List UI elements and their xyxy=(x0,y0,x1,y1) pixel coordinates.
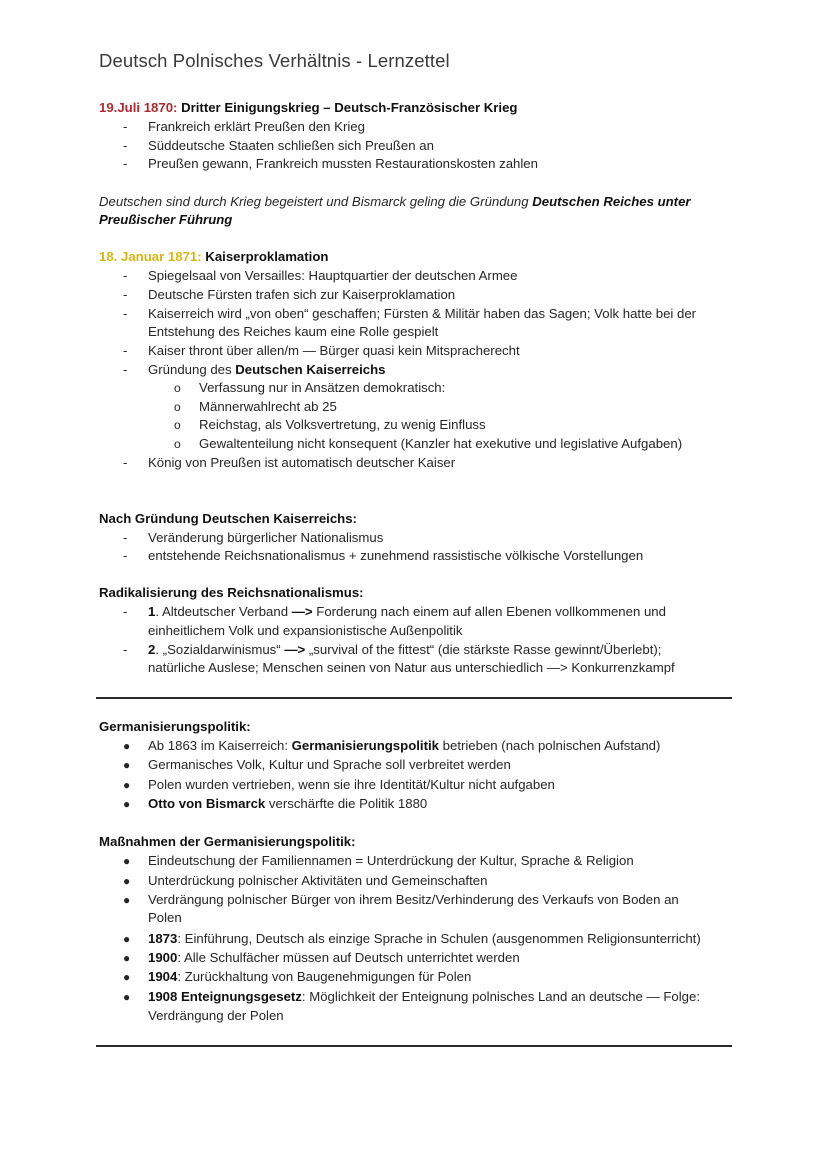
dash-icon: - xyxy=(123,138,128,153)
bullet-icon: ● xyxy=(123,970,131,984)
circle-bullet-icon: o xyxy=(174,400,181,414)
section-heading-1871 xyxy=(99,248,328,266)
section-heading-1870 xyxy=(99,99,517,117)
arrow-icon: —> xyxy=(291,604,313,619)
bullet-icon: ● xyxy=(123,990,131,1004)
bullet-icon: ● xyxy=(123,778,131,792)
document-title: Deutsch Polnisches Verhältnis - Lernzettel xyxy=(99,50,450,71)
arrow-icon: —> xyxy=(284,642,306,657)
date-label: 19.Juli 1870: xyxy=(99,100,178,115)
dash-icon: - xyxy=(123,119,128,134)
heading-text: Kaiserproklamation xyxy=(201,249,329,264)
circle-bullet-icon: o xyxy=(174,418,181,432)
section-heading-massnahmen: Maßnahmen der Germanisierungspolitik: xyxy=(99,834,356,849)
dash-icon: - xyxy=(123,362,128,377)
intro-paragraph-line1: Deutschen sind durch Krieg begeistert und Bismarck geling die Gründung Deutschen Reiches unter xyxy=(99,194,691,209)
dash-icon: - xyxy=(123,642,128,657)
bullet-icon: ● xyxy=(123,797,131,811)
section-divider xyxy=(96,697,732,699)
section-divider xyxy=(96,1045,732,1047)
bullet-icon: ● xyxy=(123,893,131,907)
date-label: 18. Januar 1871: xyxy=(99,249,202,264)
dash-icon: - xyxy=(123,306,128,321)
circle-bullet-icon: o xyxy=(174,381,181,395)
dash-icon: - xyxy=(123,604,128,619)
bullet-icon: ● xyxy=(123,739,131,753)
bullet-icon: ● xyxy=(123,951,131,965)
dash-icon: - xyxy=(123,530,128,545)
bullet-icon: ● xyxy=(123,932,131,946)
dash-icon: - xyxy=(123,455,128,470)
bullet-icon: ● xyxy=(123,874,131,888)
dash-icon: - xyxy=(123,268,128,283)
section-heading-germanisierungspolitik: Germanisierungspolitik: xyxy=(99,719,251,734)
dash-icon: - xyxy=(123,287,128,302)
dash-icon: - xyxy=(123,343,128,358)
dash-icon: - xyxy=(123,156,128,171)
circle-bullet-icon: o xyxy=(174,437,181,451)
bullet-icon: ● xyxy=(123,758,131,772)
heading-text: Dritter Einigungskrieg – Deutsch-Französischer Krieg xyxy=(177,100,518,115)
dash-icon: - xyxy=(123,548,128,563)
intro-paragraph-line2: Preußischer Führung xyxy=(99,212,233,227)
section-heading-radikalisierung: Radikalisierung des Reichsnationalismus: xyxy=(99,585,364,600)
bullet-icon: ● xyxy=(123,854,131,868)
section-heading-nach-gruendung: Nach Gründung Deutschen Kaiserreichs: xyxy=(99,511,357,526)
